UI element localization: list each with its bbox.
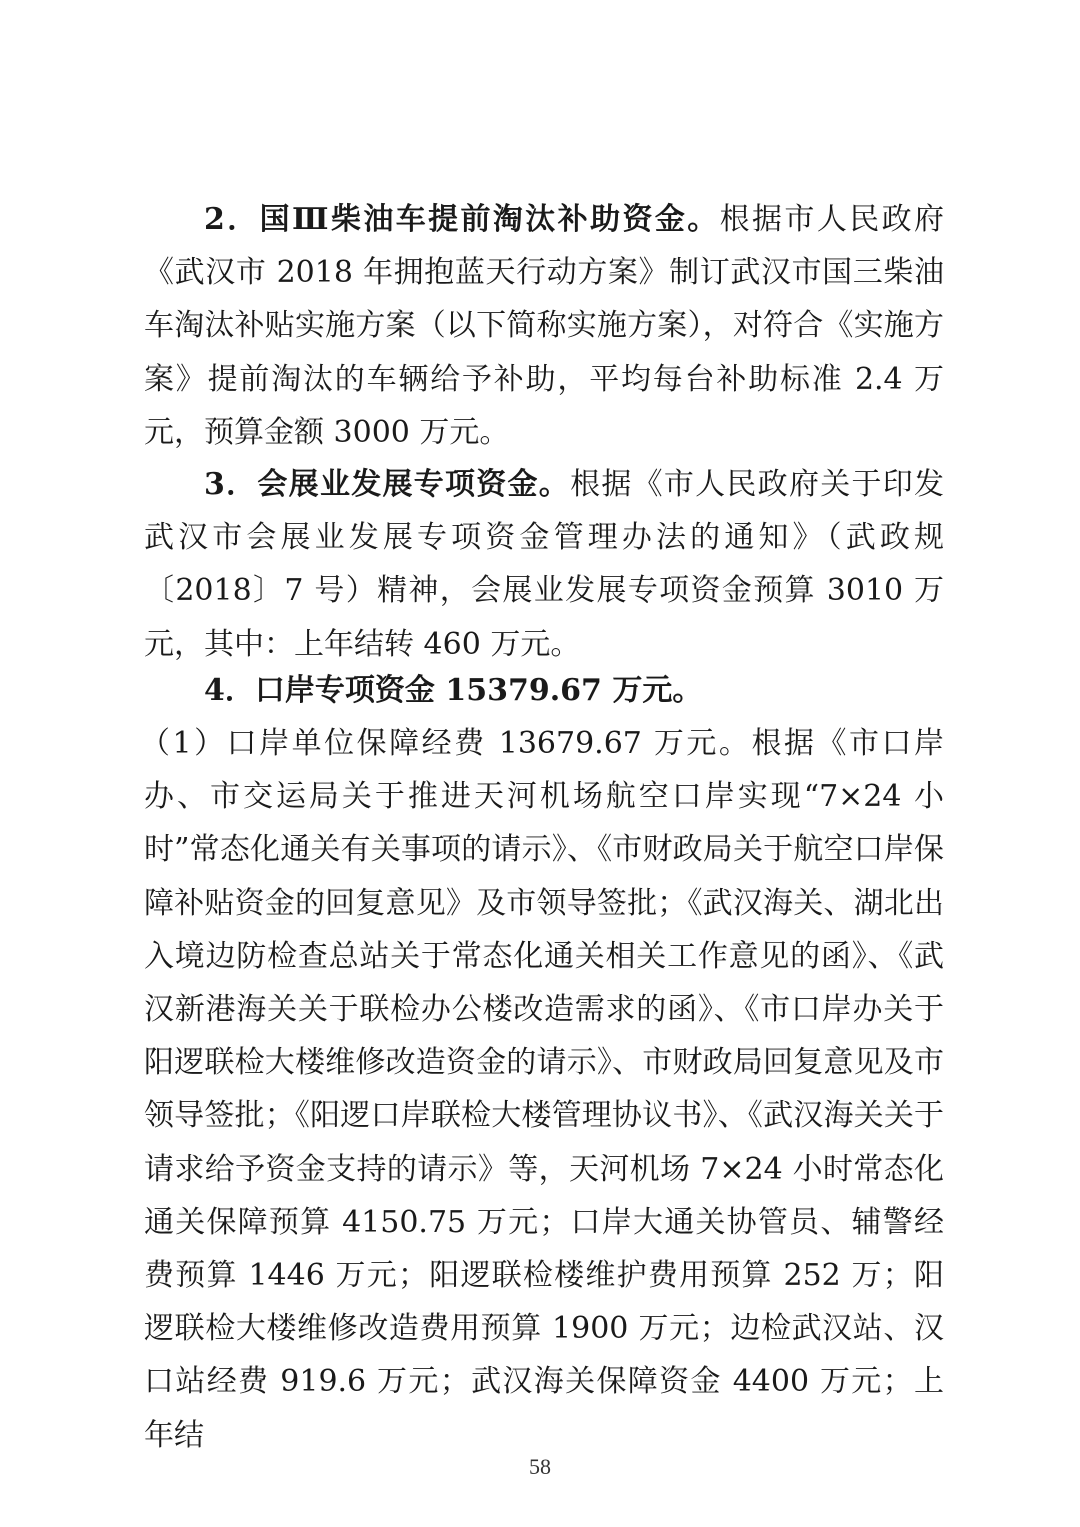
page-number: 58	[529, 1454, 551, 1479]
paragraph-heading: 2．国Ⅲ柴油车提前淘汰补助资金。	[204, 202, 720, 237]
paragraph-body: （1）口岸单位保障经费 13679.67 万元。根据《市口岸办、市交运局关于推进天河机场航空口岸实现“7×24 小时”常态化通关有关事项的请示》、《市财政局关于航空口岸保障补贴资金的回复意见》及市领导签批；《武汉海关、湖北出入境边防检查总站关于常态化通关相关工作意见的函》、《武汉新港海关关于联检办公楼改造需求的函》、《市口岸办关于阳逻联检大楼维修改造资金的请示》、市财政局回复意见及市领导签批；《阳逻口岸联检大楼管理协议书》、《武汉海关关于请求给予资金支持的请示》等，天河机场 7×24 小时常态化通关保障预算 4150.75 万元；口岸大通关协管员、辅警经费预算 1446 万元；阳逻联检楼维护费用预算 252 万；阳逻联检大楼维修改造费用预算 1900 万元；边检武汉站、汉口站经费 919.6 万元；武汉海关保障资金 4400 万元；上年结	[140, 726, 944, 1453]
paragraph-port-units	[140, 717, 944, 1462]
paragraph-body: 根据市人民政府《武汉市 2018 年拥抱蓝天行动方案》制订武汉市国三柴油车淘汰补贴实施方案（以下简称实施方案），对符合《实施方案》提前淘汰的车辆给予补助，平均每台补助标准 2.4 万元，预算金额 3000 万元。	[144, 202, 944, 450]
paragraph-diesel-subsidy	[144, 193, 944, 459]
paragraph-port-fund	[144, 664, 944, 717]
paragraph-heading: 3．会展业发展专项资金。	[204, 467, 571, 502]
paragraph-body: 根据《市人民政府关于印发武汉市会展业发展专项资金管理办法的通知》（武政规〔2018〕7 号）精神，会展业发展专项资金预算 3010 万元，其中：上年结转 460 万元。	[144, 467, 945, 662]
paragraph-heading: 4．口岸专项资金 15379.67 万元。	[204, 673, 703, 708]
paragraph-exhibition-fund	[144, 458, 944, 671]
